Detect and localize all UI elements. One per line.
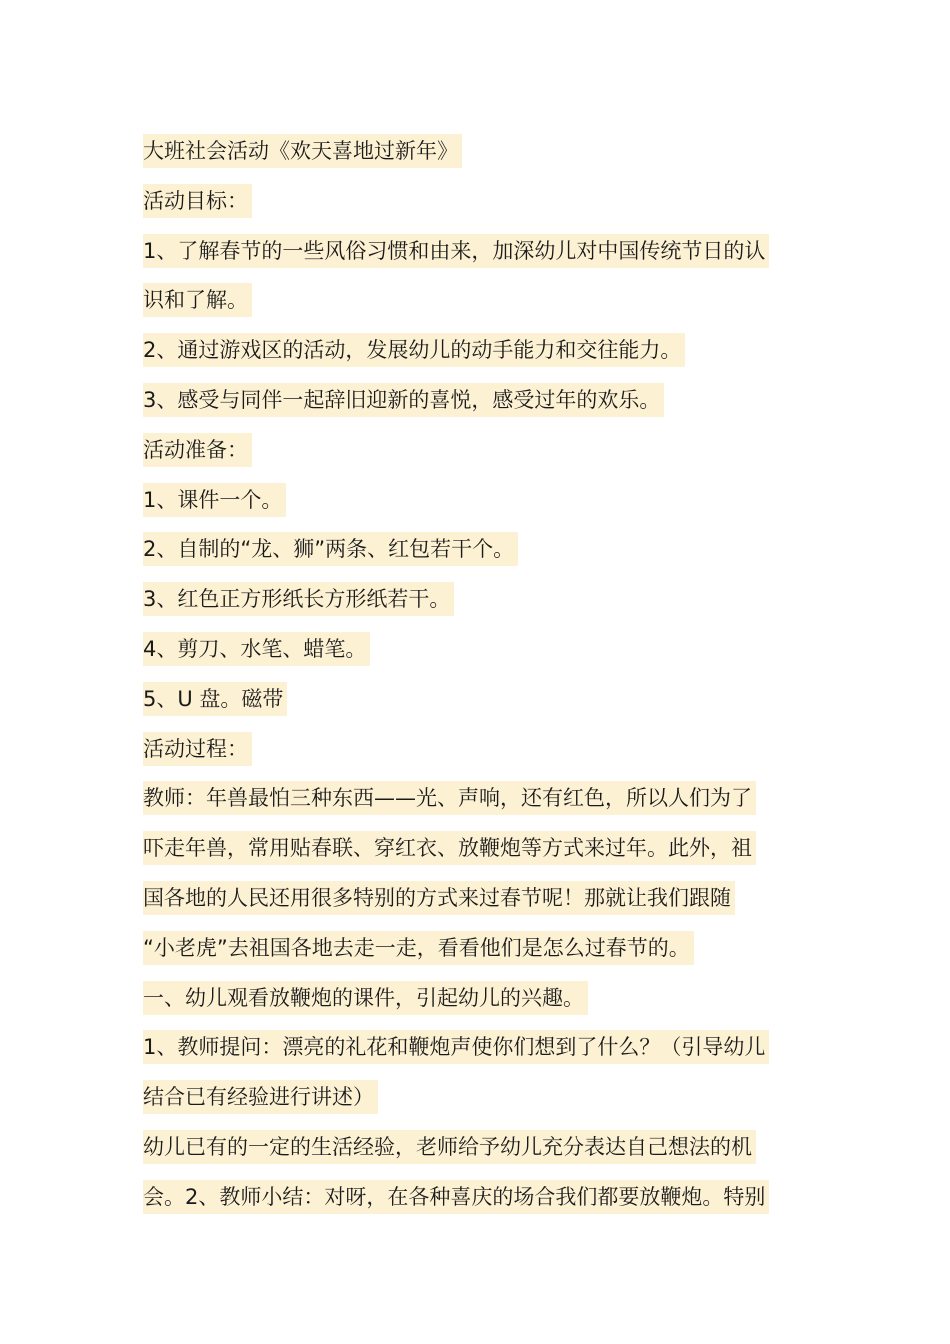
line-text: 4、剪刀、水笔、蜡笔。 — [143, 632, 370, 666]
line-text: 吓走年兽，常用贴春联、穿红衣、放鞭炮等方式来过年。此外，祖 — [143, 831, 756, 865]
line-text: 5、U 盘。磁带 — [143, 682, 287, 716]
heading-text: 活动准备： — [143, 433, 252, 467]
paragraph-line — [143, 524, 808, 574]
title-text: 大班社会活动《欢天喜地过新年》 — [143, 134, 462, 168]
line-text: 结合已有经验进行讲述） — [143, 1080, 378, 1114]
paragraph-line — [143, 923, 808, 973]
line-text: 幼儿已有的一定的生活经验，老师给予幼儿充分表达自己想法的机 — [143, 1130, 756, 1164]
paragraph-line — [143, 674, 808, 724]
line-text: 1、了解春节的一些风俗习惯和由来，加深幼儿对中国传统节日的认 — [143, 234, 769, 268]
line-text: 2、自制的“龙、狮”两条、红包若干个。 — [143, 532, 518, 566]
line-text: 1、教师提问：漂亮的礼花和鞭炮声使你们想到了什么？（引导幼儿 — [143, 1030, 769, 1064]
paragraph-line — [143, 873, 808, 923]
line-text: “小老虎”去祖国各地去走一走，看看他们是怎么过春节的。 — [143, 931, 694, 965]
heading-text: 活动过程： — [143, 732, 252, 766]
paragraph-line — [143, 1122, 808, 1172]
document-body — [143, 126, 808, 1222]
paragraph-line — [143, 1022, 808, 1072]
line-text: 3、红色正方形纸长方形纸若干。 — [143, 582, 454, 616]
paragraph-line — [143, 325, 808, 375]
paragraph-line — [143, 375, 808, 425]
paragraph-line — [143, 226, 808, 276]
line-text: 3、感受与同伴一起辞旧迎新的喜悦，感受过年的欢乐。 — [143, 383, 664, 417]
paragraph-line — [143, 773, 808, 823]
paragraph-line — [143, 823, 808, 873]
paragraph-line — [143, 624, 808, 674]
paragraph-line — [143, 973, 808, 1023]
section-heading-process — [143, 724, 808, 774]
line-text: 识和了解。 — [143, 283, 252, 317]
paragraph-line — [143, 475, 808, 525]
line-text: 国各地的人民还用很多特别的方式来过春节呢！那就让我们跟随 — [143, 881, 735, 915]
heading-text: 活动目标： — [143, 184, 252, 218]
paragraph-line — [143, 275, 808, 325]
line-text: 2、通过游戏区的活动，发展幼儿的动手能力和交往能力。 — [143, 333, 685, 367]
line-text: 教师：年兽最怕三种东西——光、声响，还有红色，所以人们为了 — [143, 781, 756, 815]
paragraph-line — [143, 1072, 808, 1122]
document-title — [143, 126, 808, 176]
line-text: 一、幼儿观看放鞭炮的课件，引起幼儿的兴趣。 — [143, 981, 588, 1015]
section-heading-goals — [143, 176, 808, 226]
paragraph-line — [143, 574, 808, 624]
line-text: 1、课件一个。 — [143, 483, 286, 517]
paragraph-line — [143, 1172, 808, 1222]
section-heading-preparation — [143, 425, 808, 475]
line-text: 会。2、教师小结：对呀，在各种喜庆的场合我们都要放鞭炮。特别 — [143, 1180, 769, 1214]
